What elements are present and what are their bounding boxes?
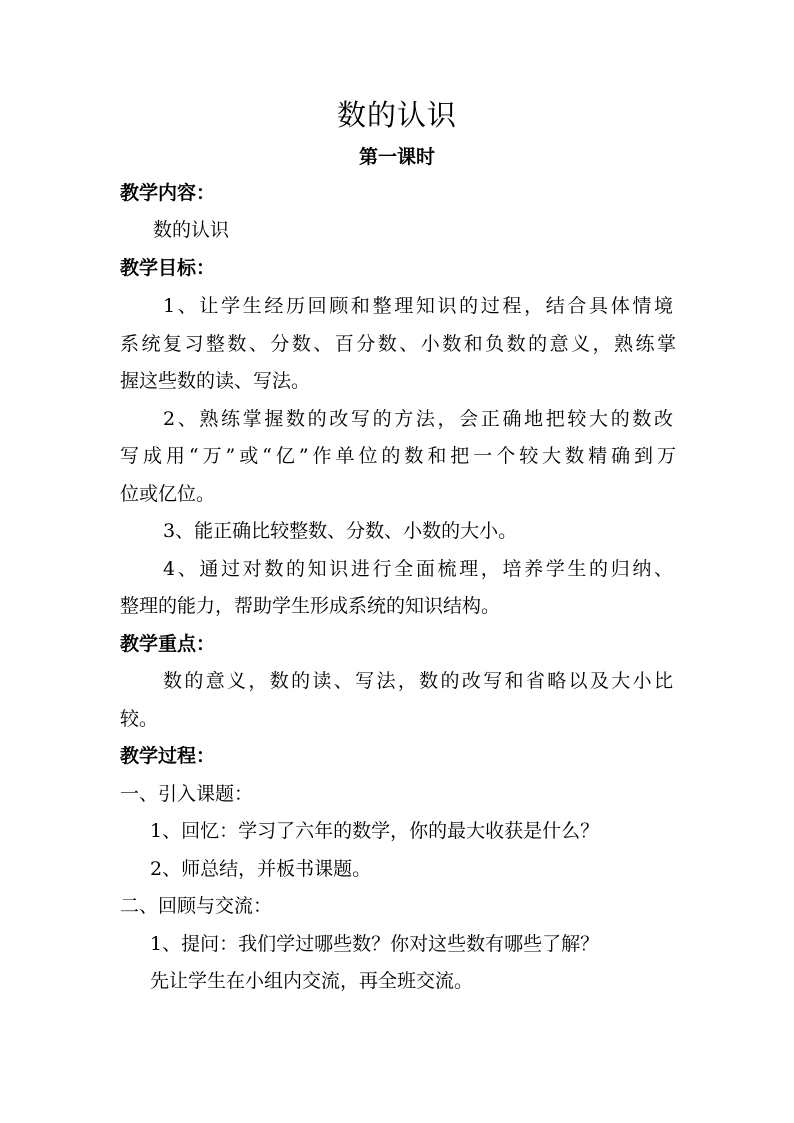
page-title: 数的认识 <box>336 98 457 132</box>
page-subtitle: 第一课时 <box>358 146 435 168</box>
paragraph-line: 3、能正确比较整数、分数、小数的大小。 <box>163 520 518 542</box>
paragraph-line: 系统复习整数、分数、百分数、小数和负数的意义，熟练掌 <box>120 333 676 355</box>
paragraph-line: 数的意义，数的读、写法，数的改写和省略以及大小比 <box>163 670 673 692</box>
paragraph-line: 1、让学生经历回顾和整理知识的过程，结合具体情境 <box>163 295 673 317</box>
heading-content: 教学内容： <box>120 182 216 204</box>
paragraph-line: 较。 <box>120 708 159 730</box>
paragraph-line: 1、回忆：学习了六年的数学，你的最大收获是什么？ <box>150 820 600 842</box>
paragraph-line: 整理的能力，帮助学生形成系统的知识结构。 <box>120 595 501 617</box>
paragraph-line: 1、提问：我们学过哪些数？你对这些数有哪些了解？ <box>150 933 600 955</box>
paragraph-line: 数的认识 <box>153 219 230 241</box>
heading-objectives: 教学目标： <box>120 257 216 279</box>
paragraph-line: 写成用“万”或“亿”作单位的数和把一个较大数精确到万 <box>120 445 676 467</box>
paragraph-line: 先让学生在小组内交流，再全班交流。 <box>150 970 474 992</box>
paragraph-line: 位或亿位。 <box>120 483 216 505</box>
paragraph-line: 握这些数的读、写法。 <box>120 370 311 392</box>
paragraph-line: 2、熟练掌握数的改写的方法，会正确地把较大的数改 <box>163 408 673 430</box>
paragraph-line: 2、师总结，并板书课题。 <box>150 858 372 880</box>
section-heading: 二、回顾与交流： <box>120 895 273 917</box>
section-heading: 一、引入课题： <box>120 783 254 805</box>
heading-process: 教学过程： <box>120 745 216 767</box>
heading-key-points: 教学重点： <box>120 633 216 655</box>
paragraph-line: 4、通过对数的知识进行全面梳理，培养学生的归纳、 <box>163 558 673 580</box>
